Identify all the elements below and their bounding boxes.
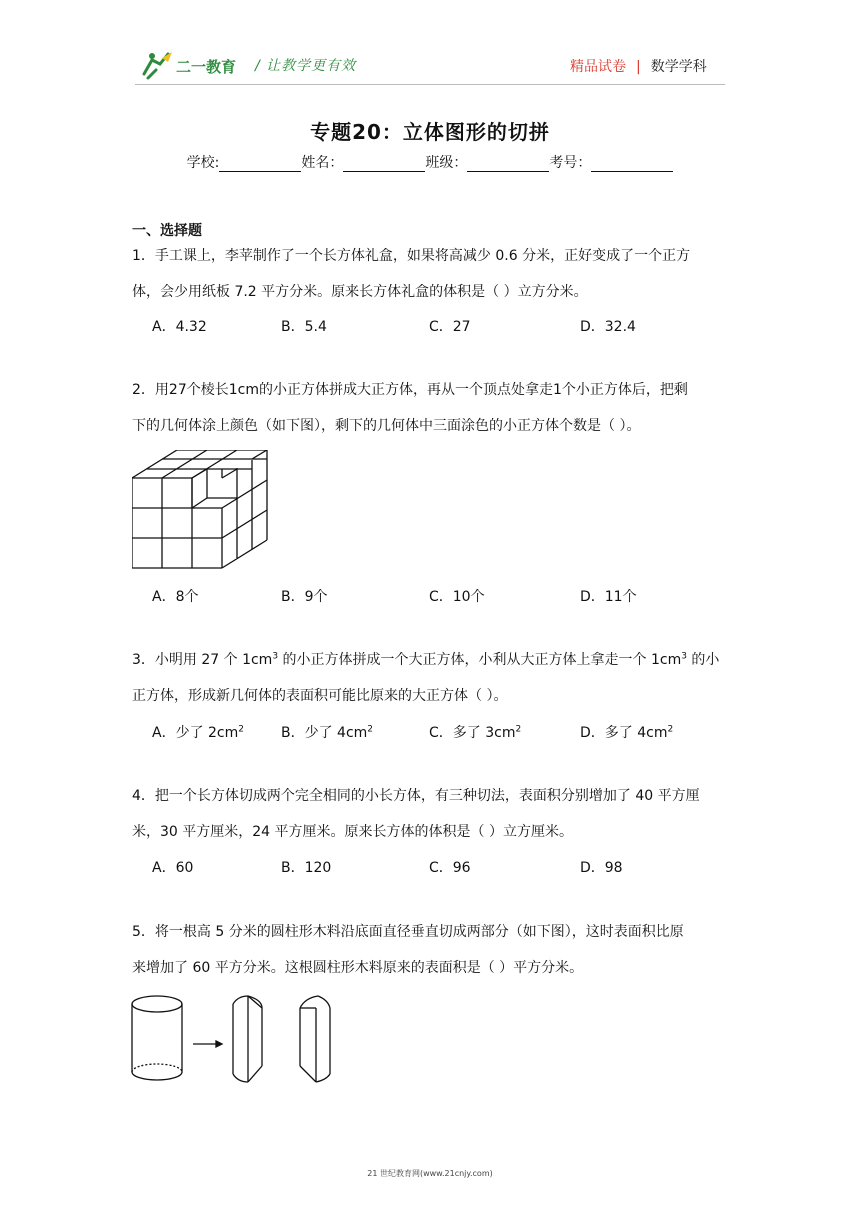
option-a-sup: 2 [238, 724, 245, 735]
logo-text: 二一教育 [176, 58, 237, 76]
class-blank[interactable] [467, 157, 549, 172]
option-c-text: C．多了 3cm [429, 725, 516, 741]
tag-premium: 精品试卷 [570, 59, 626, 75]
header-tags [570, 56, 707, 76]
logo [138, 48, 246, 82]
question-4 [132, 778, 732, 850]
option-c-sup: 2 [515, 724, 522, 735]
question-2 [132, 372, 732, 444]
question-3 [132, 642, 732, 714]
page-title: 专题20：立体图形的切拼 [310, 120, 550, 144]
question-5-line1: 5．将一根高 5 分米的圆柱形木料沿底面直径垂直切成两部分（如下图），这时表面积比原 [132, 924, 684, 940]
name-label: 姓名： [301, 155, 344, 171]
option-b-sup: 2 [367, 724, 374, 735]
question-3-options [152, 722, 732, 742]
exam-no-blank[interactable] [591, 157, 673, 172]
question-3-line2: 正方体，形成新几何体的表面积可能比原来的大正方体（ ）。 [132, 688, 508, 704]
q3-text-c: 的小 [686, 652, 720, 668]
student-info [0, 152, 860, 172]
question-1 [132, 238, 732, 310]
option-a[interactable]: A．4.32 [152, 319, 207, 335]
option-c[interactable]: C．10个 [429, 589, 485, 605]
option-b[interactable] [281, 722, 373, 742]
option-d-sup: 2 [667, 724, 674, 735]
cylinder-figure [130, 994, 335, 1086]
option-d[interactable]: D．98 [580, 860, 623, 876]
slogan: / 让教学更有效 [255, 58, 357, 74]
question-2-line2: 下的几何体涂上颜色（如下图），剩下的几何体中三面涂色的小正方体个数是（ ）。 [132, 418, 641, 434]
school-label: 学校: [186, 155, 220, 171]
question-5 [132, 914, 732, 986]
header-divider [135, 84, 725, 85]
question-4-options [152, 857, 732, 877]
section-title: 一、选择题 [132, 223, 202, 239]
question-3-line1 [132, 642, 732, 678]
footer: 21 世纪教育网(www.21cnjy.com) [367, 1169, 493, 1178]
option-c[interactable]: C．96 [429, 860, 471, 876]
option-b[interactable]: B．5.4 [281, 319, 327, 335]
option-a[interactable]: A．8个 [152, 589, 199, 605]
option-d[interactable]: D．32.4 [580, 319, 636, 335]
option-c[interactable] [429, 722, 521, 742]
question-1-line1: 1．手工课上，李苹制作了一个长方体礼盒，如果将高减少 0.6 分米，正好变成了一个正方 [132, 248, 691, 264]
question-2-line1: 2．用27个棱长1cm的小正方体拼成大正方体，再从一个顶点处拿走1个小正方体后，把剩 [132, 382, 688, 398]
name-blank[interactable] [343, 157, 425, 172]
question-4-line1: 4．把一个长方体切成两个完全相同的小长方体，有三种切法，表面积分别增加了 40 平方厘 [132, 788, 700, 804]
question-2-options [152, 586, 732, 606]
q3-text-a: 3．小明用 27 个 1cm [132, 652, 273, 668]
exam-no-label: 考号： [549, 155, 592, 171]
option-b-text: B．少了 4cm [281, 725, 368, 741]
question-5-line2: 来增加了 60 平方分米。这根圆柱形木料原来的表面积是（ ）平方分米。 [132, 960, 584, 976]
option-b[interactable]: B．9个 [281, 589, 328, 605]
cube-figure [132, 450, 268, 570]
option-d[interactable] [580, 722, 673, 742]
q3-sup-2: 3 [681, 651, 687, 662]
question-1-options [152, 316, 732, 336]
option-a[interactable] [152, 722, 244, 742]
option-c[interactable]: C．27 [429, 319, 471, 335]
tag-separator: | [636, 59, 641, 75]
q3-text-b: 的小正方体拼成一个大正方体，小利从大正方体上拿走一个 1cm [278, 652, 682, 668]
option-d-text: D．多了 4cm [580, 725, 668, 741]
question-4-line2: 米，30 平方厘米，24 平方厘米。原来长方体的体积是（ ）立方厘米。 [132, 824, 573, 840]
option-a[interactable]: A．60 [152, 860, 194, 876]
q3-sup-1: 3 [272, 651, 279, 662]
question-1-line2: 体，会少用纸板 7.2 平方分米。原来长方体礼盒的体积是（ ）立方分米。 [132, 284, 588, 300]
tag-subject: 数学学科 [650, 59, 707, 75]
option-a-text: A．少了 2cm [152, 725, 239, 741]
class-label: 班级： [425, 155, 468, 171]
option-d[interactable]: D．11个 [580, 589, 637, 605]
school-blank[interactable] [219, 157, 301, 172]
option-b[interactable]: B．120 [281, 860, 332, 876]
